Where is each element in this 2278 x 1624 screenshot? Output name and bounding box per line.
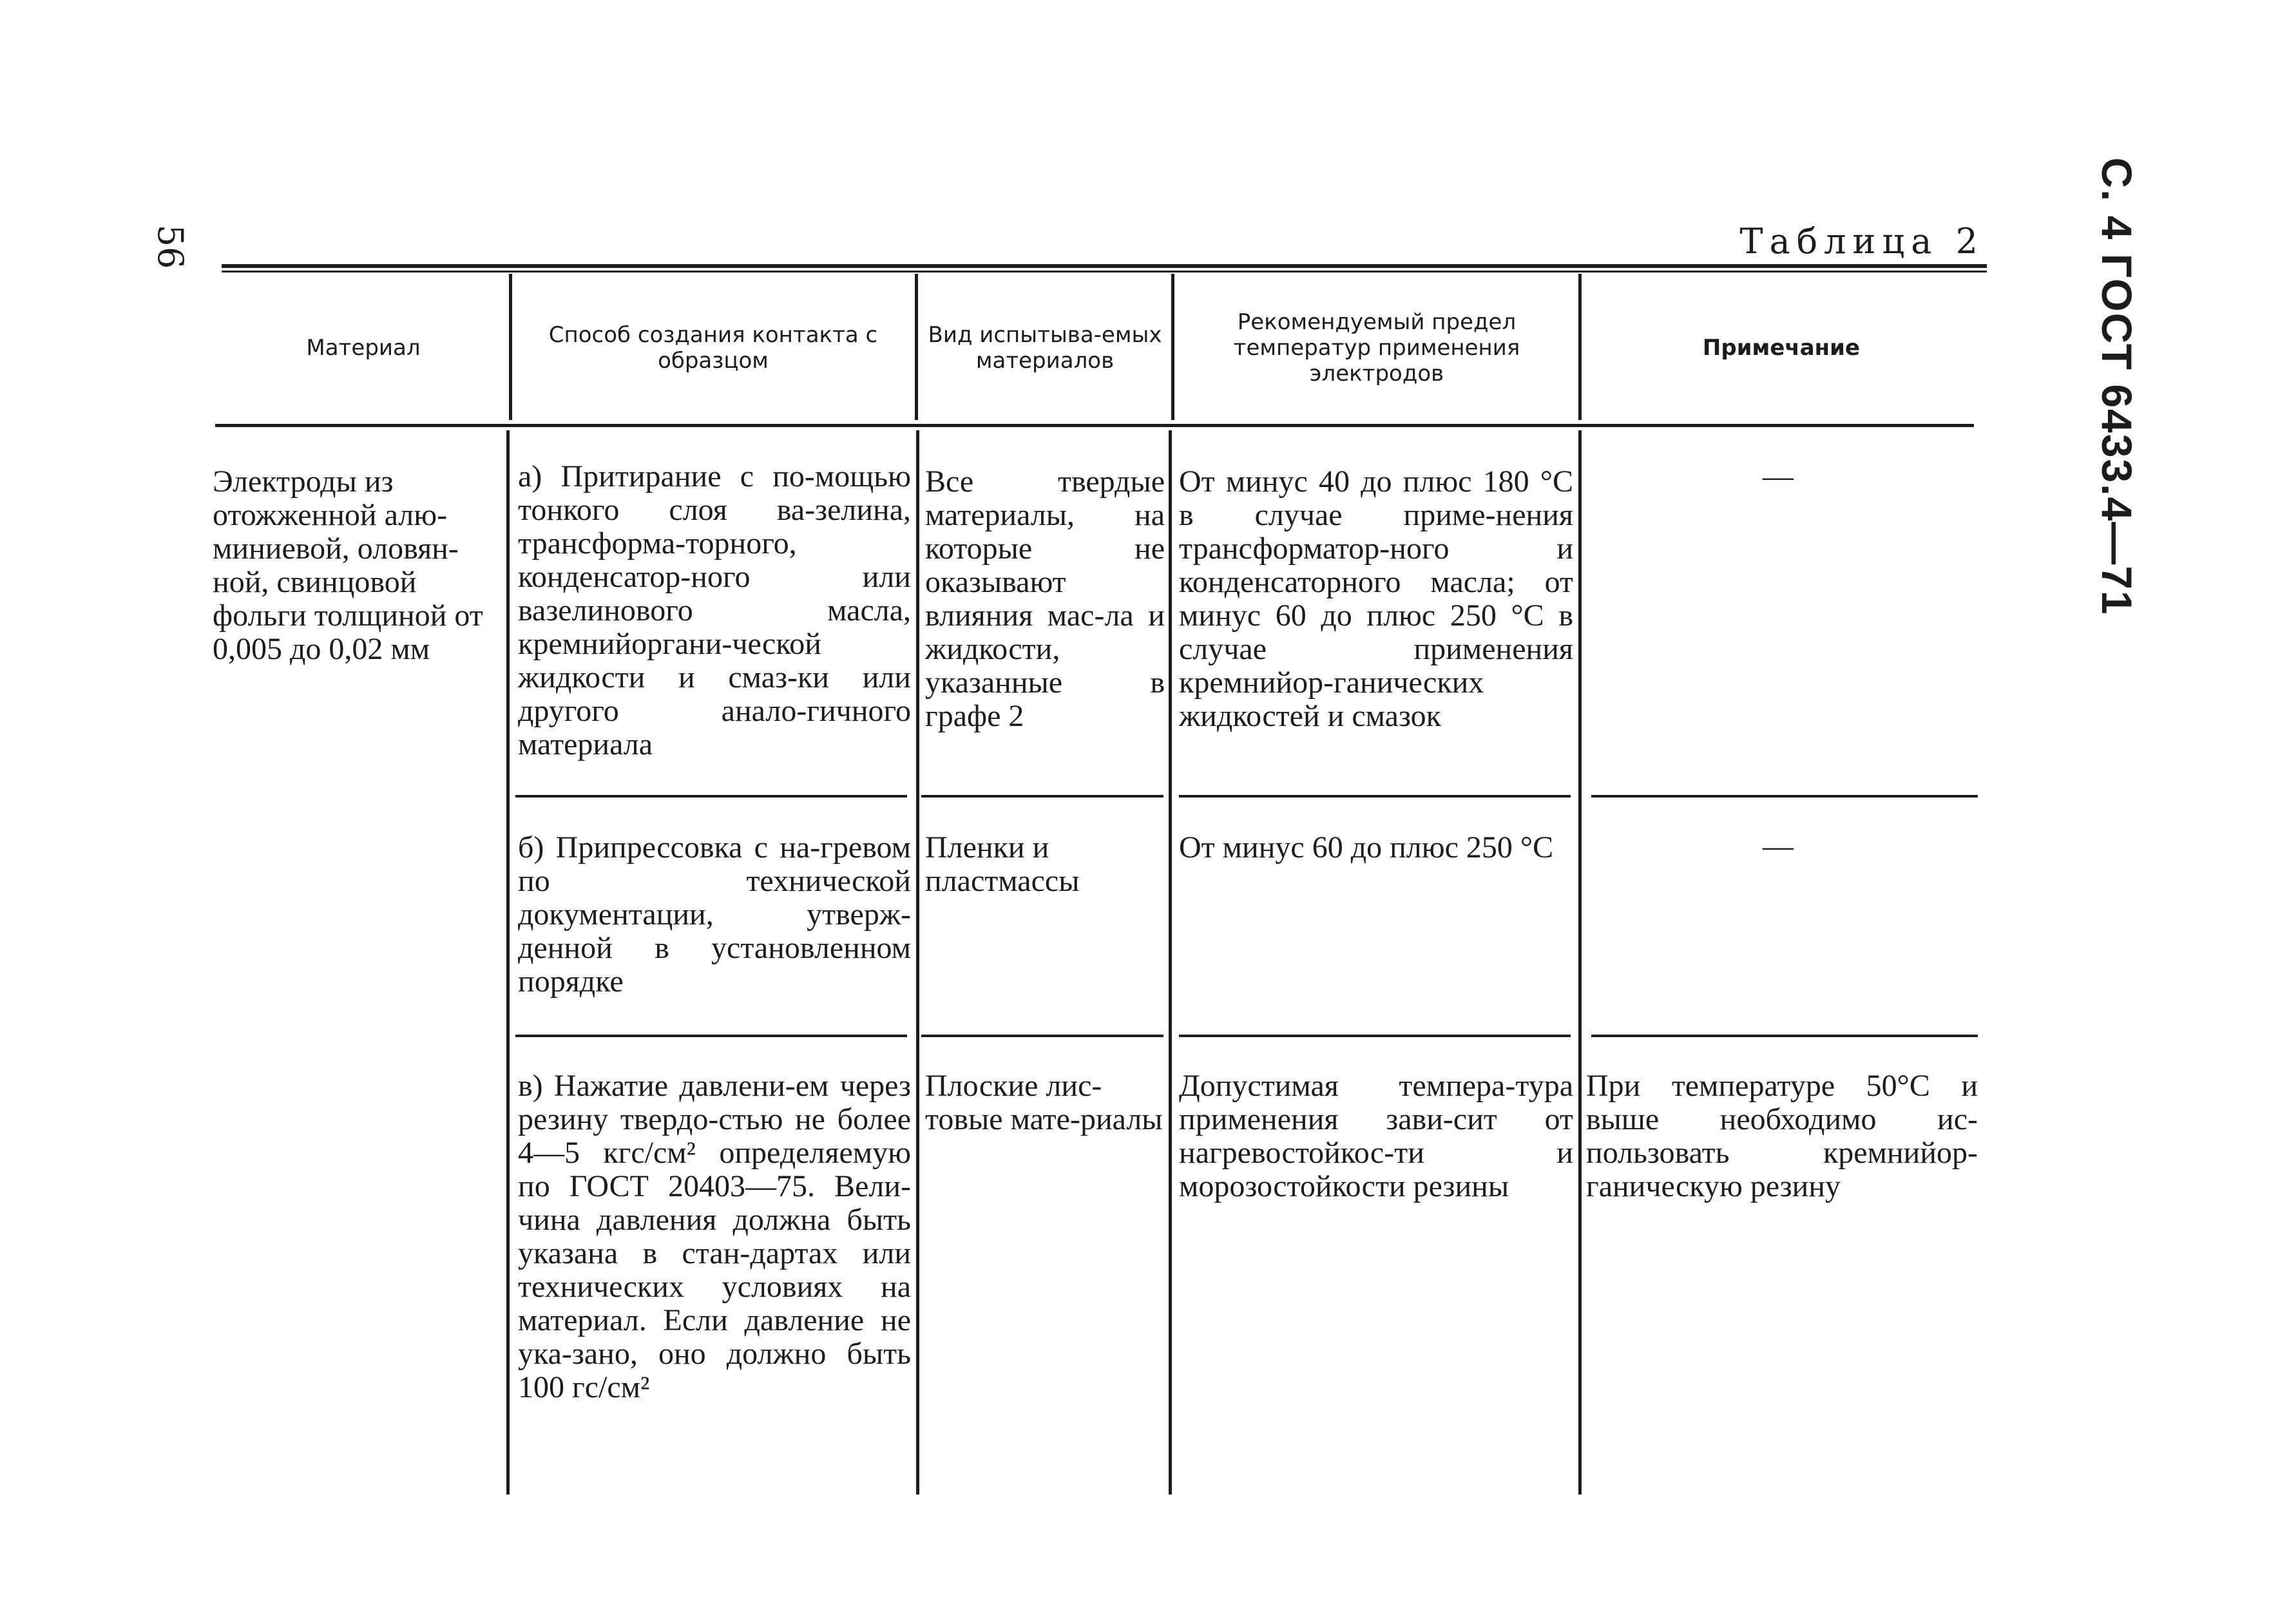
table-top-rule — [222, 264, 1987, 268]
row-rule — [1179, 1035, 1571, 1037]
row-rule — [1591, 1035, 1978, 1037]
row-b-note: — — [1763, 829, 1794, 863]
header-note: Примечание — [1702, 335, 1861, 361]
row-b-method: б) Припрессовка с на-гревом по технической документации, утверж-денной в установленном порядке — [518, 830, 911, 998]
col-divider — [915, 274, 918, 420]
row-rule — [515, 795, 907, 798]
header-method: Способ создания контакта с образцом — [548, 322, 878, 374]
row-rule — [1591, 795, 1978, 798]
row-a-temperature: От минус 40 до плюс 180 °С в случае приме-нения трансформатор-ного и конденсаторного масла; от минус 60 до плюс 250 °С в случае применения кремнийор-ганических жидкостей и смазок — [1179, 464, 1573, 733]
col-divider — [1169, 430, 1172, 1495]
header-temperature-range: Рекомендуемый предел температур применения электродов — [1233, 309, 1520, 387]
row-rule — [1179, 795, 1571, 798]
row-c-temperature: Допустимая темпера-тура применения зави-сит от нагревостойкос-ти и морозостойкости резины — [1179, 1069, 1573, 1203]
row-rule — [921, 795, 1163, 798]
row-c-method: в) Нажатие давлени-ем через резину твердо-стью не более 4—5 кгс/см² определяемую по ГОСТ 20403—75. Вели-чина давления должна быть указана в стан-дартах или технических условиях на материал. Если давление не ука-зано, оно должно быть 100 гс/см² — [518, 1069, 911, 1404]
row-a-materials: Все твердые материалы, на которые не оказывают влияния мас-ла и жидкости, указанные в графе 2 — [925, 464, 1165, 733]
row-a-note: — — [1763, 459, 1794, 493]
row-b-materials: Пленки и пластмассы — [925, 830, 1080, 898]
row-b-temperature: От минус 60 до плюс 250 °С — [1179, 830, 1554, 865]
col-divider — [916, 430, 919, 1495]
col-divider — [506, 430, 510, 1495]
header-tested-materials: Вид испытыва-емых материалов — [928, 322, 1162, 374]
header-material: Материал — [306, 335, 421, 361]
row-rule — [921, 1035, 1163, 1037]
table-caption: Таблица 2 — [1739, 221, 1984, 262]
row-rule — [515, 1035, 907, 1037]
col-divider — [1578, 430, 1582, 1495]
col-divider — [1171, 274, 1174, 420]
col-divider — [1578, 274, 1582, 420]
row-c-note: При температуре 50°С и выше необходимо ис-пользовать кремнийор-ганическую резину — [1586, 1069, 1978, 1203]
standard-code: С. 4 ГОСТ 6433.4—71 — [2093, 157, 2141, 616]
col-divider — [509, 274, 512, 420]
header-bottom-rule — [215, 424, 1974, 427]
page-number: 56 — [150, 224, 191, 269]
row-a-method: а) Притирание с по-мощью тонкого слоя ва-зелина, трансформа-торного, конденсатор-ного или вазелинового масла, кремнийоргани-ческой жидкости и смаз-ки или другого анало-гичного материала — [518, 459, 911, 761]
row-c-materials: Плоские лис-товые мате-риалы — [925, 1069, 1163, 1136]
table-top-rule-thin — [222, 271, 1987, 272]
material-cell: Электроды из отожженной алю-миниевой, оловян-ной, свинцовой фольги толщиной от 0,005 до 0,02 мм — [213, 464, 483, 666]
